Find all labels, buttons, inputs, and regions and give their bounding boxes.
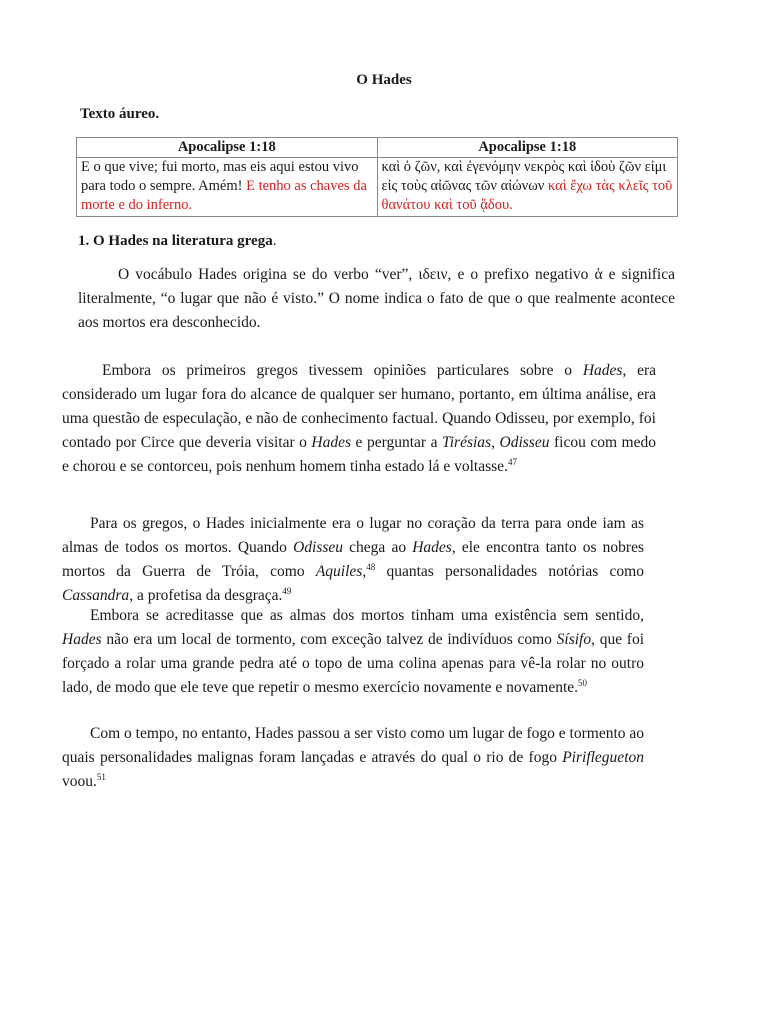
verse-col1-cell	[77, 158, 378, 217]
footnote-ref-49: 49	[282, 585, 292, 596]
p2-odisseu: Odisseu	[499, 434, 550, 451]
p2-text-d: ,	[491, 434, 500, 451]
p5-piriflegueton: Piriflegueton	[562, 749, 644, 766]
p3-text-d: ,	[362, 563, 367, 580]
p4-hades: Hades	[62, 631, 102, 648]
p2-text-c: e perguntar a	[351, 434, 442, 451]
paragraph-5	[62, 722, 644, 794]
p2-hades-2: Hades	[311, 434, 352, 451]
p4-sisifo: Sísifo	[556, 631, 592, 648]
p5-text-a: Com o tempo, no entanto, Hades passou a ser visto como um lugar de fogo e tormento ao quais personalidades malignas foram lançadas e através do qual o rio de fogo	[62, 725, 645, 766]
section-heading	[78, 233, 276, 250]
p2-tiresias: Tirésias	[441, 434, 492, 451]
footnote-ref-48: 48	[366, 561, 376, 572]
p4-text-b: não era um local de tormento, com exceção talvez de indivíduos como	[101, 631, 557, 648]
p5-text-b: voou.	[62, 773, 97, 790]
p2-hades-1: Hades	[582, 362, 623, 379]
p3-text-a: Para os gregos, o Hades inicialmente era o lugar no coração da terra para onde iam as almas de todos os mortos. Quando	[62, 515, 644, 556]
p3-aquiles: Aquiles	[315, 563, 363, 580]
p2-text-e: ficou com medo e chorou e se contorceu, pois nenhum homem tinha estado lá e voltasse.	[62, 434, 656, 475]
p4-text-c: , que foi forçado a rolar uma grande pedra até o topo de uma colina apenas para vê-la rolar no outro lado, de modo que ele teve que repetir o mesmo exercício novamente e novamente.	[62, 631, 645, 696]
section-heading-period: .	[272, 233, 277, 249]
p3-text-c: , ele encontra tanto os nobres mortos da Guerra de Tróia, como	[62, 539, 644, 580]
p3-hades: Hades	[412, 539, 452, 556]
verse-col1-highlight: E tenho as chaves da morte e do inferno.	[81, 178, 367, 213]
p3-text-f: , a profetisa da desgraça.	[129, 587, 283, 604]
paragraph-4	[62, 604, 644, 700]
p2-text-a: Embora os primeiros gregos tivessem opiniões particulares sobre o	[102, 362, 583, 379]
verse-col1-header: Apocalipse 1:18	[77, 138, 378, 158]
paragraph-2	[62, 359, 656, 479]
p3-cassandra: Cassandra	[62, 587, 130, 604]
p3-text-b: chega ao	[343, 539, 413, 556]
section-heading-text: 1. O Hades na literatura grega	[78, 233, 273, 249]
verse-col2-cell	[377, 158, 678, 217]
paragraph-3	[62, 512, 644, 608]
verse-col1-text: E o que vive; fui morto, mas eis aqui estou vivo para todo o sempre. Amém!	[81, 159, 359, 194]
p4-text-a: Embora se acreditasse que as almas dos mortos tinham uma existência sem sentido,	[90, 607, 644, 624]
p2-text-b: , era considerado um lugar fora do alcance de qualquer ser humano, portanto, em última análise, era uma questão de especulação, e não de conhecimento factual. Quando Odisseu, por exemplo, foi contado por Circe que deveria visitar o	[62, 362, 656, 451]
footnote-ref-50: 50	[578, 677, 588, 688]
paragraph-1: O vocábulo Hades origina se do verbo “ver”, ιδειν, e o prefixo negativo ἁ e significa literalmente, “o lugar que não é visto.” O nome indica o fato de que o que realmente acontece aos mortos era desconhecido.	[78, 266, 675, 331]
footnote-ref-47: 47	[507, 456, 517, 467]
subtitle: Texto áureo.	[80, 106, 160, 122]
verse-col2-text: καὶ ὁ ζῶν, καὶ ἐγενόμην νεκρὸς καὶ ἰδοὺ ζῶν εἰμι εἰς τοὺς αἰῶνας τῶν αἰώνων	[381, 159, 667, 194]
footnote-ref-51: 51	[96, 771, 106, 782]
p3-odisseu: Odisseu	[293, 539, 344, 556]
page-title: O Hades	[356, 72, 412, 88]
p3-text-e: quantas personalidades notórias como	[375, 563, 644, 580]
verse-col2-highlight: καὶ ἔχω τὰς κλεῖς τοῦ θανάτου καὶ τοῦ ᾅδου.	[381, 178, 673, 213]
verse-col2-header: Apocalipse 1:18	[377, 138, 678, 158]
verse-table	[76, 137, 678, 217]
